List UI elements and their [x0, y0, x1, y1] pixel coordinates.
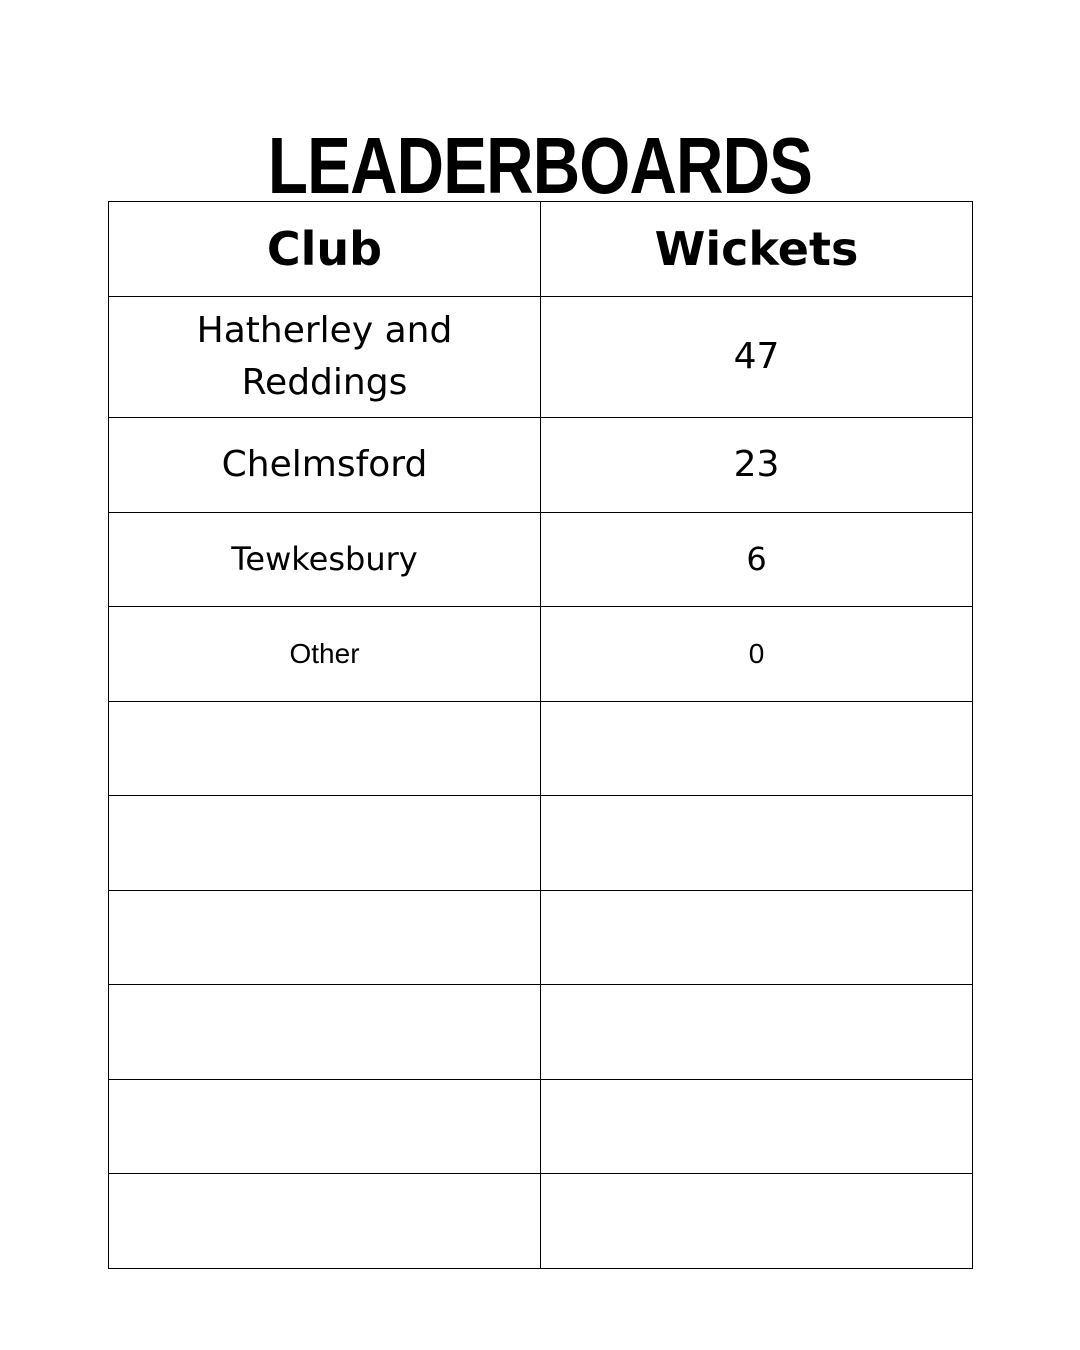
- wickets-cell: [541, 1174, 973, 1269]
- table-header-row: [109, 202, 973, 297]
- table-row: [109, 297, 973, 418]
- table-row: [109, 890, 973, 985]
- table-row: [109, 985, 973, 1080]
- table-row: [109, 796, 973, 891]
- leaderboard-table: [108, 201, 973, 1269]
- wickets-cell: 6: [541, 512, 973, 607]
- club-cell: Hatherley and Reddings: [109, 297, 541, 418]
- club-cell: [109, 985, 541, 1080]
- club-cell: Other: [109, 607, 541, 702]
- club-cell: [109, 1174, 541, 1269]
- wickets-cell: 23: [541, 418, 973, 513]
- wickets-cell: 0: [541, 607, 973, 702]
- table-row: [109, 701, 973, 796]
- club-cell: [109, 890, 541, 985]
- table-row: [109, 418, 973, 513]
- table-row: [109, 1174, 973, 1269]
- club-cell: [109, 1079, 541, 1174]
- page-title: LEADERBOARDS: [267, 120, 813, 210]
- table-row: [109, 1079, 973, 1174]
- wickets-cell: [541, 796, 973, 891]
- column-header-wickets: Wickets: [541, 202, 973, 297]
- club-cell: [109, 701, 541, 796]
- table-row: [109, 512, 973, 607]
- club-cell: Tewkesbury: [109, 512, 541, 607]
- wickets-cell: 47: [541, 297, 973, 418]
- wickets-cell: [541, 890, 973, 985]
- table-row: [109, 607, 973, 702]
- club-cell: Chelmsford: [109, 418, 541, 513]
- wickets-cell: [541, 985, 973, 1080]
- wickets-cell: [541, 701, 973, 796]
- club-cell: [109, 796, 541, 891]
- column-header-club: Club: [109, 202, 541, 297]
- wickets-cell: [541, 1079, 973, 1174]
